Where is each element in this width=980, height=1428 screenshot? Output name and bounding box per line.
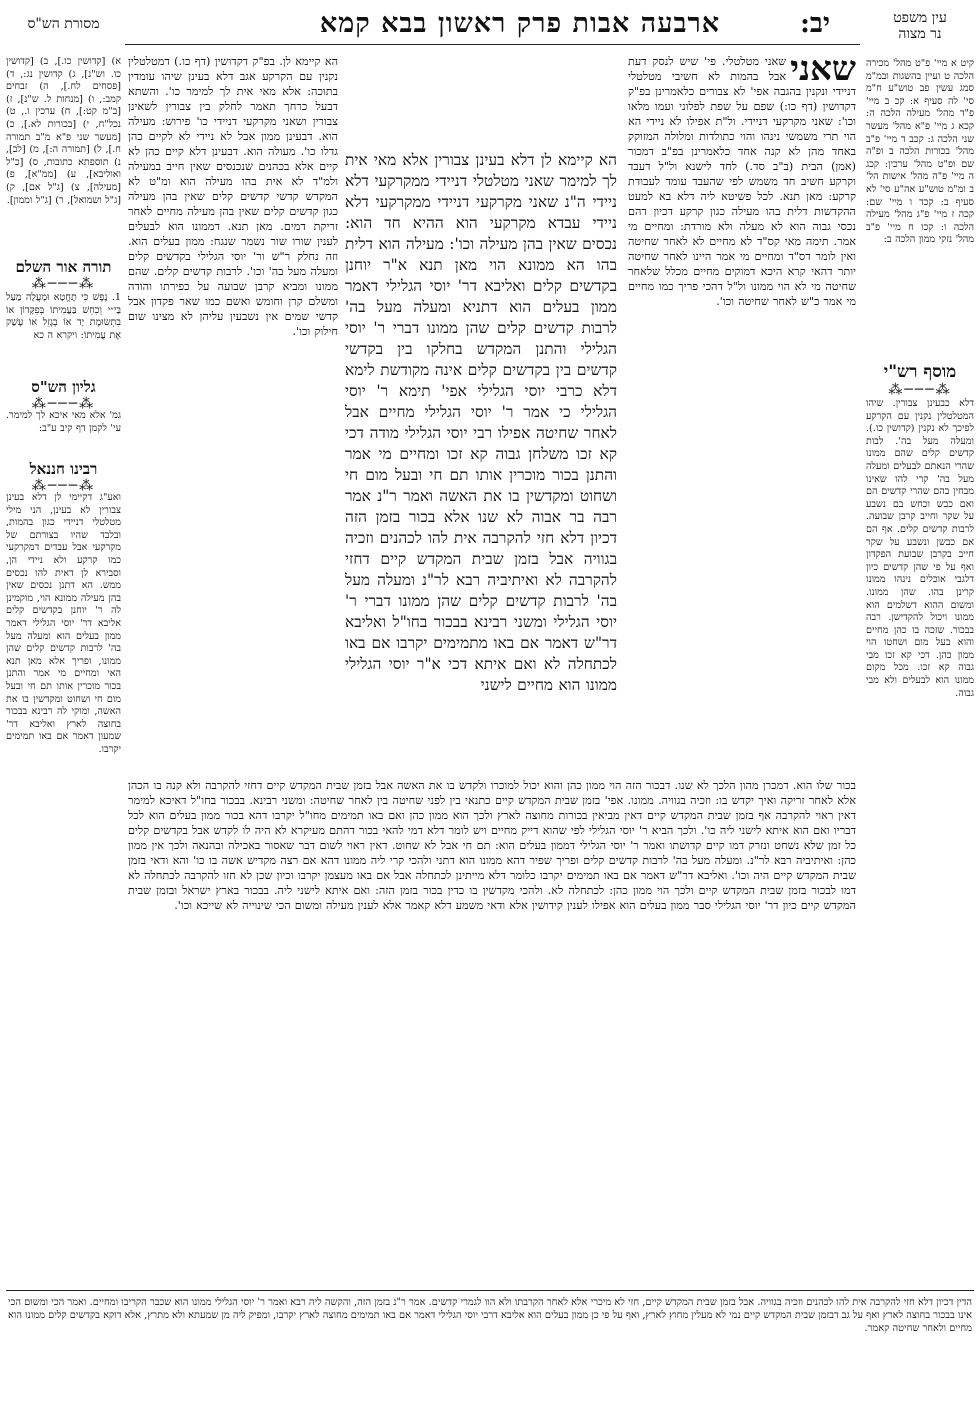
page-title: ארבעה אבות פרק ראשון בבא קמא <box>319 8 721 39</box>
gilyon-text: גמ' אלא מאי איכא לך למימר. עי' לקמן דף קיב ע"ב: <box>6 410 121 434</box>
ein-mishpat-heading: עין משפט נר מצוה <box>893 10 947 42</box>
page-header <box>0 8 980 40</box>
footer-commentary: הדין דכיון דלא חזי להקרבה אית להו לכהנים וזכיה בגוויה. אבל בזמן שבית המקדש קיים, חזי לא מיכרי אלא לאחר הקרבתו ולא הוו לגמרי קדשים. אמר ר"נ בזמן הזה, והקשה ליה רבא ואמר ר' יוסי הגלילי ממונו הוא שכבר הקריבו ומחיים. ואמר הכי ומשום הכי אינו בבכור בחוצה לארץ ואף על גב דבזמן שבית המקדש קיים נמי לא מעלין מחוץ לארץ, ואף על פי כן ממון בעלים הוא אליבא דרבי יוסי הגלילי דאמר אם באו תמימים מחוצה לארץ יקרבו, ומפיק ליה מן שמעתא ולא מתרץ, אלא דוקא בקדשים קלים ממונו הוא מחיים ולאחר שחיטה קאמר. <box>8 1297 972 1334</box>
rabbeinu-chananel-column: ואע"ג דקיימי לן דלא בעינן צבורין לא בעינן, הני מילי מטלטלי דניידי כגון בהמות, ובלבד שהיו בצורתם של מקרקעי אבל עבדים דמקרקעי כמו קרקע ולא ניידי הן, וסבירא לן דאית להו נכסים ממש. הא דתנן נכסים שאין בהן מעילה ממונא הוי, מוקמינן לה ר' יוחנן בקדשים קלים אליבא דר' יוסי הגלילי דאמר ממון בעלים הוא ומעלה מעל בה' לרבות קדשים קלים שהן ממונו, ופריך אלא מאן תנא האי ומחיים מי אמר והתנן בכור מוכרין אותו תם חי ובעל מום חי ושחוט ומקדשין בו את האשה, ומוקי לה רבינא בבכור בחוצה לארץ ואליבא דר' שמעון דאמר אם באו תמימים יקרבו. <box>6 492 121 755</box>
rashi-column: שאני שאני מטלטלי. פי' שיש לנסק דעת אבל בהמות לא חשיבי מטלטלי דניידי ונקנין בהגבה אפי' לא צבורים כלאמרינן בפ"ק דקדושין (דף כו:) שפם על שפת לפלוני ועמו מלאו וכו': שאני מקרקעי דניידי. ול"ת אפילו לא ניידי הא הוי תרי משמשי נינהו והוי כתולדות ומלולה המזוקק באחד מהן לא קנה אחד כלאמרינן בפ"ב דמכור (אמן) הבית (ב"ב סד.) לחד לישנא ול"ל דעבד וקרקע חשיב חד משמש לפי שהעבד עומד לעבודת קרקע: מאן תנא. לכל פשיטא ליה דלא בא למעט ההקדשות דלית בהו מעילה כגון קרקע דכיון דהם נכסי גבוה הוא לא מעלה ולא מורדת: ומחיים מי אמר. תימה מאי קס"ד לא מחיים לא לאחר שחיטה ואין לומר דס"ד ומחיים מי אמר היינו לאחר שחיטה יותר דהאי קרא היכא דמוקים מחיים מכלל שלאחר שחיטה מי לא הוי ממונו ול"ל דהכי פריך כמו מחיים מי אמר כ"ש לאחר שחיטה וכו'. <box>628 54 856 308</box>
lower-commentary-block: בכור שלו הוא. דמכרן מהון הלכך לא שנו. דבכור הזה הוי ממון כהן והוא יכול למוכרו ולקדש בו את האשה אבל בזמן שבית המקדש קיים דחזי להקרבה ולא קנה בו הכהן אלא לאחר זריקה ואיך יקדש בו: וזכיה בגוויה. ממונו. אפי' בזמן שבית המקדש קיים כתנאי בין לפני שחיטה בין לאחר שחיטה: ומשני רבינא. בבכור בחו"ל דאיכא למימר דאין ראוי להקרבה אף בזמן שבית המקדש קיים דאין מביאין בכורות מחוצה לארץ ולכך הוא ממון כהן ואם באו תמימים מחו"ל יקרבו דהא בכור ממון בעלים הוא לכל דבריו ואם הוא איתא לישני ליה כו'. ולכך הביא ר' יוסי הגלילי לפי שהוא דייק מחיים ויש לומר דלא דמי להאי בכור דהתם מעיקרא לא היה לו לקדש אבל בקדשים קלים כל זמן שלא נשחט ונזרק דמו קיים קדושתו ואמר ר' יוסי הגלילי דממון בעלים הוא: תם חי אבל לא שחוט. דאין ראוי לשום דבר שאסור באכילה ובהנאה ולכך אין ממון כהן: ואיתיביה רבא לר"נ. ומעלה מעל בה' לרבות קדשים קלים ופריך שפיר דהא ממונו הוא דתני ולהכי קרי ליה ממונו דהא אם רצה מקדיש אשה בו כו' והא ודאי בזמן שבית המקדש קיים היה וכו'. ואליבא דר"ש דאמר אם באו תמימים יקרבו כלומר דלא מייתינן לכתחלה אבל אם באו מעצמן יקרבו וכיון שכן לא חזו להקרבה לכתחלה לא דמו לבכור בזמן שבית המקדש קיים ולכך הוי ממון כהן: לכתחלה לא. ולהכי מקדשין בו כדין בכור בזמן הזה: ואם איתא לישני ליה. בבכור בארץ ישראל ובזמן שבית המקדש קיים כיון דר' יוסי הגלילי סבר ממון בעלים הוא אפילו לענין קידושין אלא ודאי משמע דלא קאמר אלא לענין מעילה ומשום הכי שינוייה לא שייכא וכו'. <box>128 779 856 912</box>
masoret-refs-column: א) [קדושין כו.], ב) [קדושין כו. וש"נ], ג) קדושין נג:, ד) [פסחים לח.], ה) זבחים קמב:, ו) [מנחות ל. ש"נ], ז) [ב"מ קט:], ח) ערכין ו., ט) נכל"ח, י) [בכורות לא.], כ) [מעשר שני פ"א מ"ב תמורה ח.], ל) [תמורה ה:], מ) [לב], נ) תוספתא כתובות, ס) [כ"ל ואוליבא], ע) [ממ"א], פ) [מעילה], צ) [ג"ל אם], ק) [ג"ל ושמואל], ר) [ג"ל וממון]. <box>6 56 121 206</box>
header-rule <box>125 44 860 45</box>
gilyon-ornament: ⁂───⁂ <box>31 396 96 412</box>
torah-or-text: 1. נֶפֶשׁ כִּי תֶחֱטָא וּמָעֲלָה מַעַל בַּי״י וְכִחֵשׁ בַּעֲמִיתוֹ בְּפִקָּדוֹן אוֹ בִתְשׂוּמֶת יָד אוֹ בְגָזֵל אוֹ עָשַׁק אֶת עֲמִיתוֹ: ויקרא ה כא <box>6 292 121 341</box>
gemara-column: הא קיימא לן דלא בעינן צבורין אלא מאי אית לך למימר שאני מטלטלי דניידי ממקרקעי דלא ניידי ה"נ שאני מקרקעי דניידי ממקרקעי דלא ניידי עבדא מקרקעי הוא ההיא חד הוא: נכסים שאין בהן מעילה וכו': מעילה הוא דלית בהו הא ממונא הוי מאן תנא א"ר יוחנן בקדשים קלים ואליבא דר' יוסי הגלילי דאמר ממון בעלים הוא דתניא ומעלה מעל בה' לרבות קדשים קלים שהן ממונו דברי ר' יוסי הגלילי והתנן המקדש בחלקו בין בקדשי קדשים בין בקדשים קלים אינה מקודשת לימא דלא כרבי יוסי הגלילי אפי' תימא ר' יוסי הגלילי כי אמר ר' יוסי הגלילי מחיים אבל לאחר שחיטה אפילו רבי יוסי הגלילי מודה דכי קא זכו משלחן גבוה קא זכו ומחיים מי אמר והתנן בכור מוכרין אותו תם חי ובעל מום חי ושחוט ומקדשין בו את האשה ואמר ר"נ אמר רבה בר אבוה לא שנו אלא בכור בזמן הזה דכיון דלא חזי להקרבה אית להו לכהנים וזכיה בגוויה אבל בזמן שבית המקדש קיים דחזי להקרבה לא ואיתיביה רבא לר"נ ומעלה מעל בה' לרבות קדשים קלים שהן ממונו דברי ר' יוסי הגלילי ומשני רבינא בבכור בחו"ל ואליבא דר"ש דאמר אם באו מתמימים יקרבו אם באו לכתחלה לא ואם איתא דכי א"ר יוסי הגלילי ממונו הוא מחיים לישני <box>345 151 617 694</box>
tosafot-column: הא קיימא לן. בפ"ק דקדושין (דף כו.) דמטלטלין נקנין עם הקרקע אגב דלא בעינן שיהו עומדין בתוכה: אלא מאי אית לך למימר כו'. והשתא דבעל כרחך תאמר לחלק בין צבורין לשאינן צבורין ושאני מקרקעי דניידי כו' פירוש: מעילה הוא. דבעינן ממון אבל לא ניידי לא לקיים כהן גדלו כו'. מעולה הוא. דבעינן דלא קיים כהן לא קיים אלא בכהנים שנכנסים שאין חייב במעילה ולמ"ד לא אית בהו מעילה הוא ומ"ט לא המקדש קדשי קדשים קלים שאין בהן מעילה כגון קדשים קלים שאין בהן מעילה מחיים לאחר זריקת דמים. מאן תנא. דממונו הוא לבעלים לענין שורו שור נשמר שנגח: ממון בעלים הוא. וזה נחלק ר"ש ור' יוסי הגלילי בקדשים קלים ומעלה מעל בה' וכו'. לרבות קדשים קלים. שהם ממונו ומביא קרבן שבועה על כפירתו והודה ומשלם קרן וחומש ואשם כמו שאר פקדון אבל קדשי שמים אין נשבעין עליהן לא מצינו שום חילוק וכו'. <box>128 55 338 338</box>
rashi-opening-word: שאני <box>790 54 856 89</box>
rabbeinu-chananel-ornament: ⁂───⁂ <box>31 478 96 494</box>
rabbeinu-chananel-title: רבינו חננאל <box>29 460 98 478</box>
musaf-rashi-ornament: ⁂───⁂ <box>888 382 952 398</box>
gilyon-title: גליון הש"ס <box>31 378 96 396</box>
folio-number: יב: <box>799 8 831 39</box>
musaf-rashi-column: דלא כבעינן צבורין. שיהו המטלטלין נקנין עם הקרקע לפיכך לא נקנין (קדושין כו.). ומעלה מעל בה'. לבות קדשים קלים שהם ממונו שהרי הנאתם לבעלים ומעלה מעל בה' קרי להו שאינו מבחין בהם שהרי קדשים הם ואם כבש וכחש בם נשבע על שקר וחייב קרבן שבועה. לרבות קדשים קלים. אף הם אם כבשן ונשבע על שקר חייב בקרבן שבועת הפקדון ואף על פי שהן קדשים כיון דלגבי אוכלים נינהו ממונו קרינן בהו. שהן ממונו. ומשום ההוא דשלמים הוא ממונו ויכול להקדישן. רבה בבכור. שזכה בו כהן מחיים והוא בעל מום ושחטו הוי ממון כהן. דכי קא זכו מבי גבוה קא זכו. מכל מקום ממונו הוא לבעלים ולא מבי גבוה. <box>866 398 974 699</box>
torah-or-title: תורה אור השלם <box>15 258 112 276</box>
torah-or-ornament: ⁂───⁂ <box>31 276 96 292</box>
footer-rule <box>6 1290 974 1291</box>
ein-mishpat-column: קיט א מיי' פ"ט מהל' מכירה הלכה ט ועיין בהשגות ובמ"מ סמג עשין פב טוש"ע ח"מ סי' לה סעיף א: קכ ב מיי' פ"ד מהל' מעילה הלכה ה: קכא ג מיי' פ"א מהל' מעשר שני הלכה ג: קכב ד מיי' פ"ב מהל' בכורות הלכה ב ופ"ה שם ופ"ט מהל' ערכין: קכג ה מיי' פ"ה מהל' אישות הל' ב ומ"מ טוש"ע אה"ע סי' לא סעיף ב: קכד ו מיי' שם: קכה ז מיי' פ"ג מהל' מעילה הלכה ו: קכו ח מיי' פ"ב מהל' נזקי ממון הלכה ב: <box>866 58 974 246</box>
masoret-hashas-heading: מסורת הש"ס <box>27 16 100 32</box>
musaf-rashi-title: מוסף רש"י <box>883 362 957 382</box>
